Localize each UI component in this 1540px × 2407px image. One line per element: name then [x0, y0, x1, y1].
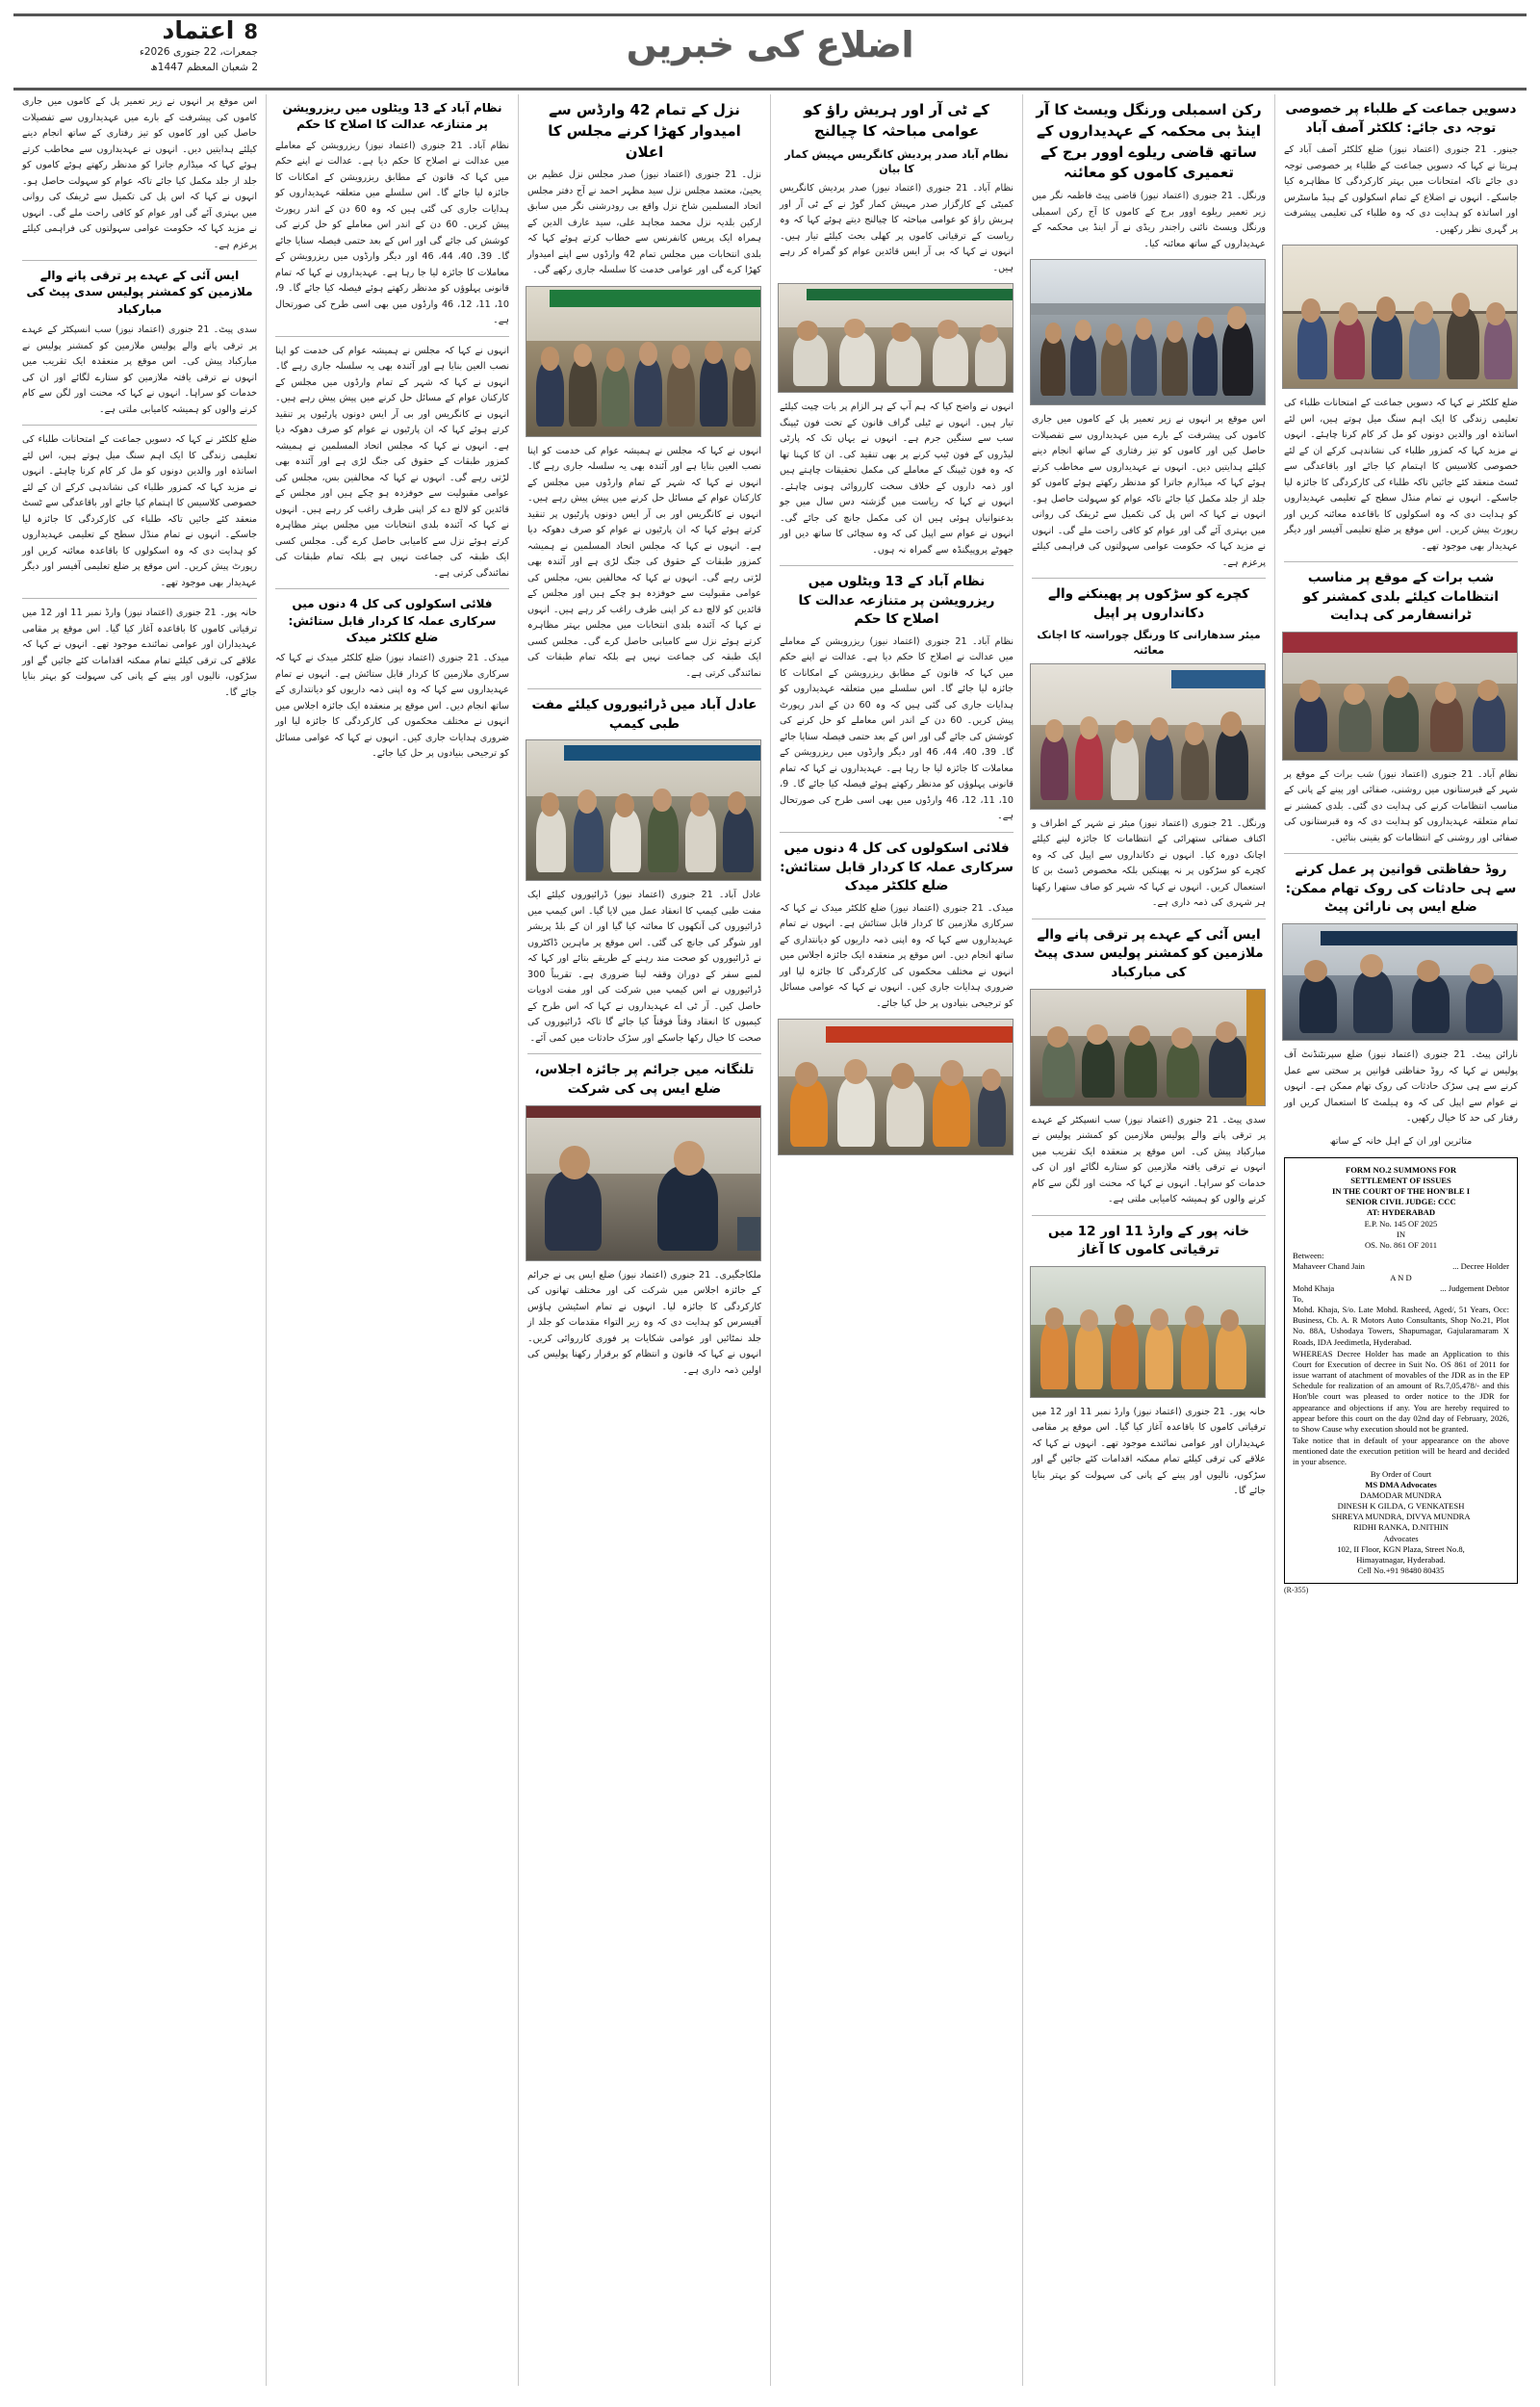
notice-between-label: Between:	[1293, 1251, 1324, 1261]
divider-9	[527, 1053, 761, 1054]
notice-address-line-1: Himayatnagar, Hyderabad.	[1356, 1554, 1446, 1565]
body-col5-extra: انہوں نے کہا کہ مجلس نے ہمیشہ عوام کی خدمت کو اپنا نصب العین بنایا ہے اور آئندہ بھی یہ سلسلہ جاری رہے گا۔ انہوں نے کہا کہ شہر کے تمام وارڈوں میں مجلس کے کارکنان عوام کے مسائل حل کرنے میں پیش پیش رہے ہیں۔ انہوں نے کانگریس اور بی آر ایس دونوں پارٹیوں پر تنقید کرتے ہوئے کہا کہ ان پارٹیوں نے عوام کو صرف دھوکہ دیا ہے۔ انہوں نے کہا کہ مجلس اتحاد المسلمین نے ہمیشہ کمزور طبقات کے حقوق کی جنگ لڑی ہے اور آئندہ بھی لڑتی رہے گی۔ انہوں نے کہا کہ مخالفین بس، مجلس کی عوامی مقبولیت سے خوفزدہ ہو چکے ہیں اور مجلس کے قائدین کو لالچ دے کر اپنی طرف راغب کر رہے ہیں۔ انہوں نے کہا کہ آئندہ بلدی انتخابات میں مجلس بہتر مظاہرہ کرتے ہوئے نزل سے کامیابی حاصل کرے گی۔ مجلس کسی ایک طبقہ کی جماعت نہیں ہے بلکہ تمام طبقات کی نمائندگی کرتی ہے۔	[275, 345, 509, 579]
notice-party-2-name: Mohd Khaja	[1293, 1282, 1335, 1293]
divider-2	[1284, 853, 1518, 854]
headline-adilabad-medical-camp: عادل آباد میں ڈرائیوروں کیلئے مفت طبی کیمپ	[531, 697, 757, 732]
divider-13	[22, 425, 257, 426]
body-col6-b: سدی پیٹ۔ 21 جنوری (اعتماد نیوز) سب انسپکٹر کے عہدے پر ترقی پانے والے پولیس ملازمین کو کمشنر پولیس نے مبارکباد پیش کی۔ اس موقع پر منعقدہ ایک تقریب میں انہوں نے ترقی یافتہ ملازمین کو ستارے لگائے اور ان کی خدمات کو سراہا۔ انہوں نے کہا کہ محنت اور لگن سے کام کرنے والوں کو ہمیشہ کامیابی ملتی ہے۔	[22, 324, 257, 415]
notice-to-label: To,	[1293, 1293, 1304, 1304]
notice-by-order: By Order of Court	[1370, 1468, 1432, 1479]
divider-14	[22, 598, 257, 599]
notice-address: Mohd. Khaja, S/o. Late Mohd. Rasheed, Aged/, 51 Years, Occ: Business, Cb. A. R Motors Auto Consultants, Shop No.21, Plot No. 88A, Ushodaya Towers, Shapurnagar, Gajularamaram X Roads, IDA Jeedimetla, Hyderabad.	[1293, 1305, 1509, 1347]
article-grid	[13, 94, 1527, 2386]
body-si-promotion: سدی پیٹ۔ 21 جنوری (اعتماد نیوز) سب انسپکٹر کے عہدے پر ترقی پانے والے پولیس ملازمین کو کمشنر پولیس نے مبارکباد پیش کی۔ اس موقع پر منعقدہ ایک تقریب میں انہوں نے ترقی یافتہ ملازمین کو ستارے لگائے اور ان کی خدمات کو سراہا۔ انہوں نے کہا کہ محنت اور لگن سے کام کرنے والوں کو ہمیشہ کامیابی ملتی ہے۔	[1032, 1114, 1266, 1205]
column-6	[13, 94, 266, 2386]
divider-5	[1032, 1215, 1266, 1216]
divider-11	[275, 588, 509, 589]
section-title: اضلاع کی خبریں	[626, 24, 914, 65]
column-5	[266, 94, 518, 2386]
body-col6-d: خانہ پور۔ 21 جنوری (اعتماد نیوز) وارڈ نمبر 11 اور 12 میں ترقیاتی کاموں کا باقاعدہ آغاز کیا گیا۔ اس موقع پر مقامی عہدیداران اور عوامی نمائندے موجود تھے۔ انہوں نے کہا کہ علاقے کی ترقی کیلئے تمام ممکنہ اقدامات کئے جائیں گے اور سڑکوں، نالیوں اور پینے کے پانی کی سہولت کو بہتر بنایا جائے گا۔	[22, 608, 257, 698]
headline-warangal-rob: رکن اسمبلی ورنگل ویسٹ کا آر اینڈ بی محکمہ کے عہدیداروں کے ساتھ قاضی ریلوے اوور برج کے تعمیری کاموں کو معائنہ	[1036, 101, 1262, 182]
notice-reference-code: (R-355)	[1284, 1586, 1309, 1595]
notice-firm: MS DMA Advocates	[1365, 1479, 1437, 1489]
headline-asifabad-students: دسویں جماعت کے طلباء پر خصوصی توجہ دی جائے: کلکٹر آصف آباد	[1285, 101, 1517, 136]
notice-advocate-0: DAMODAR MUNDRA	[1360, 1489, 1442, 1500]
headline-nizamabad-reservation: نظام آباد کے 13 ویٹلوں میں ریزرویشن پر متنازعہ عدالت کا اصلاح کا حکم	[798, 574, 995, 628]
headline-col5-flyschools: فلائی اسکولوں کی کل 4 دنوں میں سرکاری عملہ کا کردار قابل ستائش: ضلع کلکٹر میدک	[288, 597, 497, 645]
body-nirmal-42-wards: انہوں نے کہا کہ مجلس نے ہمیشہ عوام کی خدمت کو اپنا نصب العین بنایا ہے اور آئندہ بھی یہ سلسلہ جاری رہے گا۔ انہوں نے کہا کہ شہر کے تمام وارڈوں میں مجلس کے کارکنان عوام کے مسائل حل کرنے میں پیش پیش رہے ہیں۔ انہوں نے کانگریس اور بی آر ایس دونوں پارٹیوں پر تنقید کرتے ہوئے کہا کہ ان پارٹیوں نے عوام کو صرف دھوکہ دیا ہے۔ انہوں نے کہا کہ مجلس اتحاد المسلمین نے ہمیشہ کمزور طبقات کے حقوق کی جنگ لڑی ہے اور آئندہ بھی لڑتی رہے گی۔ انہوں نے کہا کہ مخالفین بس، مجلس کی عوامی مقبولیت سے خوفزدہ ہو چکے ہیں اور مجلس کے قائدین کو لالچ دے کر اپنی طرف راغب کر رہے ہیں۔ انہوں نے کہا کہ آئندہ بلدی انتخابات میں مجلس بہتر مظاہرہ کرتے ہوئے نزل سے کامیابی حاصل کرے گی۔ مجلس کسی ایک طبقہ کی جماعت نہیں ہے بلکہ تمام طبقات کی نمائندگی کرتی ہے۔	[527, 445, 761, 679]
notice-party-1-row	[1293, 1261, 1509, 1272]
photo-sp-review-meeting	[526, 1105, 761, 1261]
headline-medak-collector: فلائی اسکولوں کی کل 4 دنوں میں سرکاری عملہ کا کردار قابل ستائش: ضلع کلکٹر میدک	[780, 840, 1014, 894]
headline-col5-continuation: نظام آباد کے 13 ویٹلوں میں ریزرویشن پر متنازعہ عدالت کا اصلاح کا حکم	[282, 101, 502, 132]
notice-title-line-2: IN THE COURT OF THE HON'BLE I	[1331, 1186, 1471, 1197]
gregorian-date: جمعرات، 22 جنوری 2026ء	[139, 46, 258, 58]
notice-advocate-2: SHREYA MUNDRA, DIVYA MUNDRA	[1331, 1512, 1471, 1522]
divider-8	[527, 688, 761, 689]
photo-bridge-inspection	[1030, 259, 1266, 405]
notice-party-2-role: ... Judgement Debtor	[1440, 1282, 1509, 1293]
dateline-asifabad: جینور۔ 21 جنوری (اعتماد نیوز) ضلع کلکٹر آصف آباد کے ہریتا نے کہا کہ دسویں جماعت کے طلباء پر خصوصی توجہ دی جائے تاکہ امتحانات میں بہتر کارکردگی کا مظاہرہ کیا جاسکے۔ انہوں نے اضلاع کے تمام اسکولوں کے ہیڈ ماسٹرس اور اساتذہ کو ہدایت دی کہ وہ طلباء کی تعلیمی پیشرفت پر گہری نظر رکھیں۔	[1284, 144, 1519, 235]
notice-advocate-3: RIDHI RANKA, D.NITHIN	[1353, 1522, 1449, 1533]
body-road-safety-sp: نارائن پیٹ۔ 21 جنوری (اعتماد نیوز) ضلع سپرنٹنڈنٹ آف پولیس نے کہا کہ روڈ حفاظتی قوانین پر سختی سے عمل کرنے سے ہی سڑک حادثات کی روک تھام ممکن ہے۔ انہوں نے عوام سے اپیل کی کہ وہ ہیلمٹ کا استعمال کریں اور رفتار کی حد کا خیال رکھیں۔	[1284, 1049, 1518, 1124]
body-ktr-harish-debate-2: انہوں نے واضح کیا کہ ہم آپ کے ہر الزام پر بات چیت کیلئے تیار ہیں۔ انہوں نے ٹیلی گراف قانون کے تحت فون ٹیپنگ سب سے سنگین جرم ہے۔ انہوں نے یہاں تک کہ پارٹی لیڈروں کے فون ٹیپ کرنے پر بھی تنقید کی۔ ان کا کہنا تھا کہ وہ فون ٹیپنگ کے معاملے کی مکمل تحقیقات چاہتے ہیں اور ذمہ داروں کے خلاف سخت کارروائی ہونی چاہئے۔ انہوں نے کہا کہ ریاست میں گزشتہ دس سال میں جو بدعنوانیاں ہوئی ہیں ان کی مکمل جانچ کی جائے گی۔ انہوں نے عوام سے اپیل کی کہ وہ سچائی کا ساتھ دیں اور جھوٹے پروپیگنڈہ سے گمراہ نہ ہوں۔	[780, 401, 1014, 556]
notice-para-1: WHEREAS Decree Holder has made an Application to this Court for Execution of decree in Suit No. OS 861 of 2011 for issue warrant of atachment of movables of the JDR as in the EP Schedule for realization of an amount of Rs.7,05,478/- and this Hon'ble court was pleased to order notice to the JDR for appearance and objections if any. You are hereby required to appear before this court on the day 02nd day of February, 2026, to Show Cause why execution should not be granted.	[1293, 1348, 1509, 1434]
notice-os-number: OS. No. 861 OF 2011	[1364, 1240, 1438, 1250]
column-3	[770, 94, 1022, 2386]
column-2	[1022, 94, 1274, 2386]
hijri-date: 2 شعبان المعظم 1447ھ	[150, 61, 258, 73]
headline-si-promotion: ایس آئی کے عہدے پر ترقی پانے والے ملازمین کو کمشنر پولیس سدی پیٹ کی مبارکباد	[1034, 926, 1264, 981]
column-4	[518, 94, 770, 2386]
headline-nirmal-42-wards: نزل کے تمام 42 وارڈس سے امیدوار کھڑا کرنے مجلس کا اعلان	[548, 101, 741, 161]
divider-10	[275, 336, 509, 337]
photo-classroom-meeting	[1282, 245, 1518, 389]
body-col5-flyschools: میدک۔ 21 جنوری (اعتماد نیوز) ضلع کلکٹر میدک نے کہا کہ سرکاری ملازمین کا کردار قابل ستائش ہے۔ انہوں نے تمام عہدیداروں سے کہا کہ وہ اپنی ذمہ داریوں کو دیانتداری کے ساتھ انجام دیں۔ اس موقع پر منعقدہ ایک جائزہ اجلاس میں انہوں نے مختلف محکموں کی کارکردگی کا جائزہ لیا اور ضروری ہدایات جاری کیں۔ انہوں نے کہا کہ عوامی مسائل کو ترجیحی بنیادوں پر حل کیا جائے۔	[275, 653, 509, 760]
divider-6	[780, 565, 1014, 566]
headline-telangana-crime-review: تلنگانہ میں جرائم پر جائزہ اجلاس، ضلع ایس پی کی شرکت	[534, 1062, 755, 1097]
headline-khanapur-wards: خانہ پور کے وارڈ 11 اور 12 میں ترقیاتی کاموں کا آغاز	[1048, 1223, 1249, 1258]
body-telangana-crime-review: ملکاجگیری۔ 21 جنوری (اعتماد نیوز) ضلع ایس پی نے جرائم کے جائزہ اجلاس میں شرکت کی اور مختلف تھانوں کی کارکردگی کا جائزہ لیا۔ انہوں نے تمام اسٹیشن ہاؤس آفیسرس کو ہدایت دی کہ وہ زیر التواء مقدمات کو جلد از جلد نمٹائیں اور عوامی شکایات پر فوری کارروائی کریں۔ انہوں نے کہا کہ قانون و انتظام کو برقرار رکھنا پولیس کی اولین ذمہ داری ہے۔	[527, 1269, 761, 1376]
notice-advocate-1: DINESH K GILDA, G VENKATESH	[1337, 1501, 1465, 1512]
headline-shab-e-barat: شب برات کے موقع پر مناسب انتظامات کیلئے بلدی کمشنر کو ٹرانسفارمر کی ہدایت	[1302, 570, 1500, 624]
notice-party-2-row	[1293, 1283, 1509, 1294]
body-shab-e-barat: نظام آباد۔ 21 جنوری (اعتماد نیوز) شب برات کے موقع پر شہر کے قبرستانوں میں روشنی، صفائی اور پینے کے پانی کے مناسب انتظامات کرنے کی ہدایت دی گئی۔ بلدی کمشنر نے تمام متعلقہ عہدیداروں کو ہدایت دی کہ وہ قبرستانوں کی صفائی اور روشنی کے انتظامات کو یقینی بنائیں۔	[1284, 768, 1518, 843]
headline-garbage-shops: کچرے کو سڑکوں پر پھینکنے والے دکانداروں پر اپیل	[1048, 586, 1249, 621]
notice-ep-number: E.P. No. 145 OF 2025	[1364, 1218, 1438, 1229]
headline-col6-si: ایس آئی کے عہدے پر ترقی پانے والے ملازمین کو کمشنر پولیس سدی پیٹ کی مبارکباد	[26, 269, 253, 316]
body-col6-c: ضلع کلکٹر نے کہا کہ دسویں جماعت کے امتحانات طلباء کی تعلیمی زندگی کا ایک اہم سنگ میل ہوتے ہیں، اس لئے اساتذہ اور والدین دونوں کو مل کر کام کرنا چاہئے۔ انہوں نے مزید کہا کہ کمزور طلباء کی نشاندہی کرکے ان کے لئے خصوصی کلاسیس کا اہتمام کیا جائے اور باقاعدگی سے ٹسٹ منعقد کئے جائیں تاکہ طلباء کی کارکردگی کا جائزہ لیا جاسکے۔ انہوں نے تمام منڈل سطح کے تعلیمی عہدیداروں کو ہدایت دی کہ وہ اسکولوں کا باقاعدہ معائنہ کریں اور رپورٹ پیش کریں۔ اس موقع پر ضلع تعلیمی آفیسر اور دیگر عہدیدار بھی موجود تھے۔	[22, 434, 257, 588]
notice-advocates-label: Advocates	[1383, 1533, 1419, 1543]
notice-preamble-text: متاثرین اور ان کے اہل خانہ کے ساتھ	[1329, 1135, 1473, 1147]
divider-12	[22, 260, 257, 261]
body-asifabad-students: ضلع کلکٹر نے کہا کہ دسویں جماعت کے امتحانات طلباء کی تعلیمی زندگی کا ایک اہم سنگ میل ہوتے ہیں، اس لئے اساتذہ اور والدین دونوں کو مل کر کام کرنا چاہئے۔ انہوں نے مزید کہا کہ کمزور طلباء کی نشاندہی کرکے ان کے لئے خصوصی کلاسیس کا اہتمام کیا جائے اور باقاعدگی سے ٹسٹ منعقد کئے جائیں تاکہ طلباء کی کارکردگی کا جائزہ لیا جاسکے۔ انہوں نے تمام منڈل سطح کے تعلیمی عہدیداروں کو ہدایت دی کہ وہ اسکولوں کا باقاعدہ معائنہ کریں اور رپورٹ پیش کریں۔ اس موقع پر ضلع تعلیمی آفیسر اور دیگر عہدیدار بھی موجود تھے۔	[1284, 398, 1518, 552]
subheadline-mayor-inspection: میئر سدھارانی کا ورنگل چوراستہ کا اچانک معائنہ	[1037, 629, 1261, 657]
body-khanapur-wards: خانہ پور۔ 21 جنوری (اعتماد نیوز) وارڈ نمبر 11 اور 12 میں ترقیاتی کاموں کا باقاعدہ آغاز کیا گیا۔ اس موقع پر مقامی عہدیداران اور عوامی نمائندے موجود تھے۔ انہوں نے کہا کہ علاقے کی ترقی کیلئے تمام ممکنہ اقدامات کئے جائیں گے اور سڑکوں، نالیوں اور پینے کے پانی کی سہولت کو بہتر بنایا جائے گا۔	[1032, 1406, 1266, 1497]
body-nizamabad-reservation: نظام آباد۔ 21 جنوری (اعتماد نیوز) ریزرویشن کے معاملے میں عدالت نے اصلاح کا حکم دیا ہے۔ عدالت نے اپنے حکم میں کہا کہ قانون کے مطابق ریزرویشن کے امکانات کا جائزہ لیا جائے گا۔ اس سلسلے میں متعلقہ عہدیداروں کو ہدایات جاری کی گئی ہیں کہ وہ 60 دن کے اندر رپورٹ پیش کریں۔ 60 دن کے اندر اس معاملے کو حل کرنے کی کوشش کی جائے گی اور اس کے بعد حتمی فیصلہ سنایا جائے گا۔ 39، 40، 44، 46 اور دیگر وارڈوں میں ریزرویشن کے معاملات کا جائزہ لیا جا رہا ہے۔ عہدیداروں نے کہا کہ تمام قانونی پہلوؤں کو مدنظر رکھتے ہوئے فیصلہ کیا جائے گا۔ 9، 10، 11، 12، 46 وارڈوں میں بھی اسی طرح کی صورتحال ہے۔	[780, 635, 1014, 822]
page-number: 8	[244, 20, 258, 43]
photo-police-press-conference	[1282, 923, 1518, 1041]
notice-and-label: A N D	[1390, 1272, 1412, 1282]
body-medak-collector: میدک۔ 21 جنوری (اعتماد نیوز) ضلع کلکٹر میدک نے کہا کہ سرکاری ملازمین کا کردار قابل ستائش ہے۔ انہوں نے تمام عہدیداروں سے کہا کہ وہ اپنی ذمہ داریوں کو دیانتداری کے ساتھ انجام دیں۔ اس موقع پر منعقدہ ایک جائزہ اجلاس میں انہوں نے مختلف محکموں کی کارکردگی کا جائزہ لیا اور ضروری ہدایات جاری کیں۔ انہوں نے کہا کہ عوامی مسائل کو ترجیحی بنیادوں پر حل کیا جائے۔	[780, 902, 1014, 1009]
column-1	[1274, 94, 1527, 2386]
notice-title-line-4: AT: HYDERABAD	[1366, 1207, 1436, 1218]
notice-address-line-0: 102, II Floor, KGN Plaza, Street No.8,	[1337, 1543, 1465, 1554]
subheadline-mahesh-kumar: نظام آباد صدر پردیش کانگریس مہیش کمار کا بیان	[784, 147, 1009, 175]
dateline-warangal-rob: ورنگل۔ 21 جنوری (اعتماد نیوز) قاضی پیٹ فاطمہ نگر میں زیر تعمیر ریلوے اوور برج کے کاموں کا آج رکن اسمبلی ورنگل ویسٹ نائنی راجندر ریڈی نے آر اینڈ بی محکمہ کے عہدیداروں کے ساتھ معائنہ کیا۔	[1032, 191, 1266, 249]
body-ktr-harish-debate: نظام آباد۔ 21 جنوری (اعتماد نیوز) صدر پردیش کانگریس کمیٹی کے کارگزار صدر مہیش کمار گوڑ نے کے ٹی آر اور ہریش راؤ کو عوامی مباحثہ کا چیالنج دیتے ہوئے کہا کہ وہ ریاست کے ترقیاتی کاموں پر کھلی بحث کیلئے تیار ہیں۔ انہوں نے کہا کہ بی آر ایس قائدین عوام کو گمراہ کر رہے ہیں۔	[780, 183, 1014, 273]
publication-logo: اعتماد	[162, 16, 235, 44]
body-col6-a: اس موقع پر انہوں نے زیر تعمیر پل کے کاموں میں جاری کاموں کی پیشرفت کے بارے میں عہدیداروں سے تفصیلات حاصل کیں اور کاموں کو تیز رفتاری کے ساتھ انجام دینے کیلئے ہدایتیں دیں۔ انہوں نے عہدیداروں سے مخاطب کرتے ہوئے کہا کہ میڈارم جاترا کو مدنظر رکھتے ہوئے کاموں کو جلد از جلد مکمل کیا جائے تاکہ عوام کو سہولت حاصل ہو۔ انہوں نے کہا کہ اس پل کی تکمیل سے ٹریفک کی روانی میں بہتری آئے گی اور عوام کو کافی راحت ملے گی۔ انہوں نے مزید کہا کہ حکومت عوامی سہولتوں کی فراہمی کیلئے پرعزم ہے۔	[22, 96, 257, 250]
notice-title-line-0: FORM NO.2 SUMMONS FOR	[1345, 1164, 1457, 1175]
photo-si-promotion-ceremony	[1030, 989, 1266, 1106]
photo-congress-press-meet	[778, 283, 1014, 393]
headline-road-safety-sp: روڈ حفاظتی قوانین پر عمل کرنے سے ہی حادثات کی روک تھام ممکن: ضلع ایس پی نارائن پیٹ	[1285, 862, 1517, 916]
headline-ktr-harish-debate: کے ٹی آر اور ہریش راؤ کو عوامی مباحثہ کا چیالنج	[804, 101, 989, 140]
divider-7	[780, 832, 1014, 833]
photo-office-meeting	[1282, 632, 1518, 761]
body-garbage-shops: ورنگل۔ 21 جنوری (اعتماد نیوز) میئر نے شہر کے اطراف و اکناف صفائی ستھرائی کے انتظامات کا جائزہ لینے کیلئے اچانک دورہ کیا۔ انہوں نے دکانداروں سے اپیل کی کہ وہ کچرے کو سڑکوں پر نہ پھینکیں بلکہ مخصوص ڈسٹ بن کا استعمال کریں۔ انہوں نے کہا کہ شہر کو صاف ستھرا رکھنا ہر شہری کی ذمہ داری ہے۔	[1032, 817, 1266, 909]
notice-party-1-name: Mahaveer Chand Jain	[1293, 1261, 1365, 1272]
masthead	[13, 13, 1527, 91]
divider-1	[1284, 561, 1518, 562]
notice-party-1-role: ... Decree Holder	[1452, 1261, 1509, 1272]
photo-mayor-street-inspection	[1030, 663, 1266, 810]
photo-medical-camp	[526, 739, 761, 881]
body-col5-continuation: نظام آباد۔ 21 جنوری (اعتماد نیوز) ریزرویشن کے معاملے میں عدالت نے اصلاح کا حکم دیا ہے۔ عدالت نے اپنے حکم میں کہا کہ قانون کے مطابق ریزرویشن کے امکانات کا جائزہ لیا جائے گا۔ اس سلسلے میں متعلقہ عہدیداروں کو ہدایات جاری کی گئی ہیں کہ وہ 60 دن کے اندر رپورٹ پیش کریں۔ 60 دن کے اندر اس معاملے کو حل کرنے کی کوشش کی جائے گی اور اس کے بعد حتمی فیصلہ سنایا جائے گا۔ 39، 40، 44، 46 اور دیگر وارڈوں میں ریزرویشن کے معاملات کا جائزہ لیا جا رہا ہے۔ عہدیداروں نے کہا کہ تمام قانونی پہلوؤں کو مدنظر رکھتے ہوئے فیصلہ کیا جائے گا۔ 9، 10، 11، 12، 46 وارڈوں میں بھی اسی طرح کی صورتحال ہے۔	[275, 140, 510, 326]
notice-para-2: Take notice that in default of your appearance on the above mentioned date the execution petition will be heard and decided in your absence.	[1293, 1436, 1509, 1467]
body-adilabad-medical-camp: عادل آباد۔ 21 جنوری (اعتماد نیوز) ڈرائیوروں کیلئے ایک مفت طبی کیمپ کا انعقاد عمل میں لایا گیا۔ اس کیمپ میں ڈرائیوروں کی آنکھوں کا معائنہ کیا گیا اور ان کے بلڈ پریشر اور شوگر کی جانچ کی گئی۔ اس موقع پر ماہرین ڈاکٹروں نے ڈرائیوروں کو صحت مند رہنے کے طریقے بتائے اور کہا کہ لمبے سفر کے دوران وقفہ لینا ضروری ہے۔ تقریباً 300 ڈرائیوروں نے اس کیمپ میں شرکت کی اور مفت ادویات حاصل کیں۔ آر ٹی اے عہدیداروں نے کہا کہ اس طرح کے کیمپوں کا انعقاد وقتاً فوقتاً کیا جائے گا تاکہ ڈرائیوروں کی صحت کا خیال رکھا جاسکے اور سڑک حادثات میں کمی آئے۔	[527, 890, 761, 1044]
body-warangal-rob: اس موقع پر انہوں نے زیر تعمیر پل کے کاموں میں جاری کاموں کی پیشرفت کے بارے میں عہدیداروں سے تفصیلات حاصل کیں اور کاموں کو تیز رفتاری کے ساتھ انجام دینے کیلئے ہدایتیں دیں۔ انہوں نے عہدیداروں سے مخاطب کرتے ہوئے کہا کہ میڈارم جاترا کو مدنظر رکھتے ہوئے کاموں کو جلد از جلد مکمل کیا جائے تاکہ عوام کو سہولت حاصل ہو۔ انہوں نے کہا کہ اس پل کی تکمیل سے ٹریفک کی روانی میں بہتری آئے گی اور عوام کو کافی راحت ملے گی۔ انہوں نے مزید کہا کہ حکومت عوامی سہولتوں کی فراہمی کیلئے پرعزم ہے۔	[1032, 414, 1266, 568]
photo-medak-officials	[778, 1019, 1014, 1155]
dateline-nirmal-42-wards: نزل۔ 21 جنوری (اعتماد نیوز) صدر مجلس نزل عظیم بن یحییٰ، معتمد مجلس نزل سید مظہر احمد نے آج دفتر مجلس اتحاد المسلمین شاخ نزل واقع بی رودرشنی نگر میں سابق ارکین بلدیہ نزل محمد مجاہد علی، سید عارف الدین کے ہمراہ ایک پریس کانفرنس سے خطاب کرتے ہوئے کہا کہ بلدی انتخابات میں مجلس تمام 42 وارڈوں سے اپنے امیدوار کھڑا کرے گی اور عوامی خدمت کا سلسلہ جاری رکھے گی۔	[527, 169, 762, 276]
notice-in-label: IN	[1396, 1229, 1406, 1239]
legal-notice-box	[1284, 1157, 1518, 1585]
photo-mjlis-press-conference	[526, 286, 761, 437]
notice-address-line-2: Cell No.+91 98480 80435	[1357, 1566, 1445, 1576]
divider-3	[1032, 578, 1266, 579]
notice-title-line-1: SETTLEMENT OF ISSUES	[1350, 1175, 1451, 1185]
notice-title-line-3: SENIOR CIVIL JUDGE: CCC	[1346, 1197, 1456, 1207]
photo-khanapur-development	[1030, 1266, 1266, 1398]
